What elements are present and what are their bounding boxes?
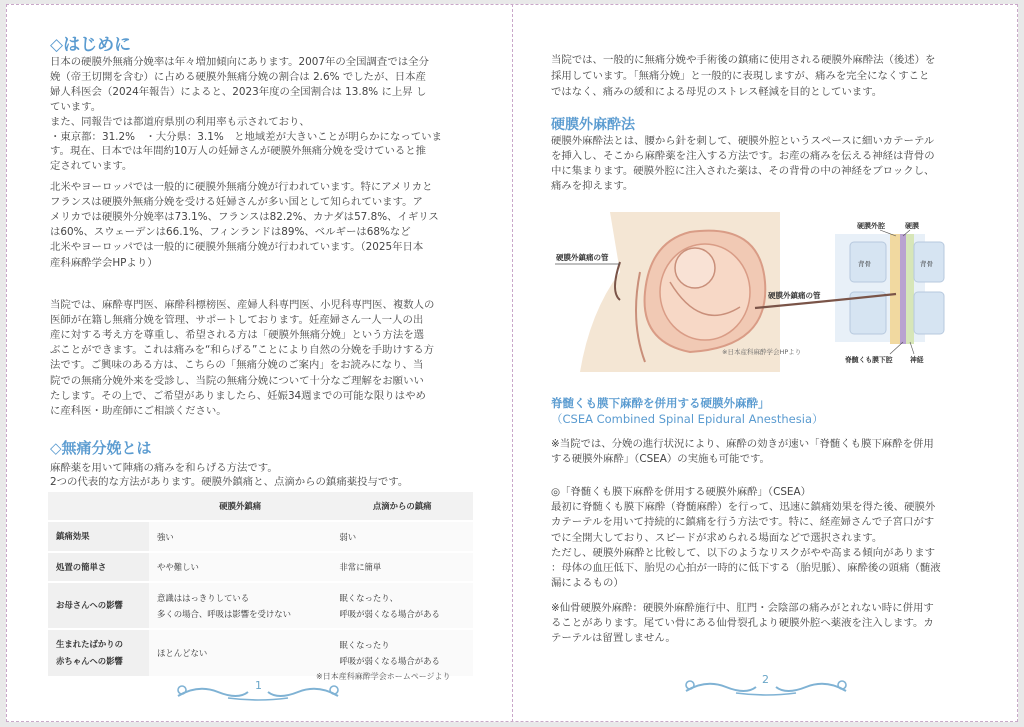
figure-source: ※日本産科麻酔学会HPより bbox=[722, 348, 802, 356]
table-row-label: 鎮痛効果 bbox=[48, 521, 149, 552]
table-cell-iv: 眠くなったり 呼吸が弱くなる場合がある bbox=[331, 629, 473, 677]
text-line: テーテルは留置しません。 bbox=[551, 632, 676, 644]
page-number: 2 bbox=[762, 673, 769, 686]
label-nerve: 神経 bbox=[910, 356, 924, 364]
csea-subheading: （CSEA Combined Spinal Epidural Anesthesia） bbox=[551, 412, 824, 426]
text-line: ています。 bbox=[50, 100, 102, 113]
text-line: ※仙骨硬膜外麻酔：硬膜外麻酔施行中、肛門・会陰部の痛みがとれない時に併用す bbox=[551, 602, 934, 614]
text-line: 痛みを抑えます。 bbox=[551, 180, 634, 192]
table-row bbox=[48, 629, 473, 677]
text-line: ることがあります。尾てい骨にある仙骨裂孔より硬膜外腔へ薬液を注入します。カ bbox=[551, 617, 934, 629]
text-line: 当院では、麻酔専門医、麻酔科標榜医、産婦人科専門医、小児科専門医、複数人の bbox=[50, 299, 435, 311]
table-cell-epidural: やや難しい bbox=[149, 552, 331, 582]
text-line: ただし、硬膜外麻酔と比較して、以下のようなリスクがやや高まる傾向があります bbox=[551, 546, 936, 559]
text-line: 北米やヨーロッパでは一般的に硬膜外無痛分娩が行われています。特にアメリカと bbox=[50, 181, 433, 193]
text-line: は60%、スウェーデンは66.1%、フィンランドは89%、ベルギーは68%など bbox=[50, 226, 411, 239]
label-epidural-space: 硬膜外腔 bbox=[857, 222, 885, 230]
table-cell-iv: 眠くなったり、 呼吸が弱くなる場合がある bbox=[331, 582, 473, 629]
table-row-label: 処置の簡単さ bbox=[48, 552, 149, 582]
table-source-note: ※日本産科麻酔学会ホームページより bbox=[316, 672, 451, 681]
text-line: ・東京都：31.2% ・大分県：3.1% と地域差が大きいことが明らかになっていま bbox=[50, 130, 442, 143]
text-line: ではなく、痛みの緩和による母児のストレス軽減を目的としています。 bbox=[551, 86, 883, 98]
label-subarachnoid: 脊髄くも膜下腔 bbox=[845, 356, 893, 364]
table-row-label: お母さんへの影響 bbox=[48, 582, 149, 629]
table-header-iv: 点滴からの鎮痛 bbox=[331, 492, 473, 521]
text-line: 最初に脊髄くも膜下麻酔（脊髄麻酔）を行って、迅速に鎮痛効果を得た後、硬膜外 bbox=[551, 501, 936, 514]
table-cell-iv: 弱い bbox=[331, 521, 473, 552]
text-line: でに全開大しており、スピードが求められる場面などで選択されます。 bbox=[551, 531, 883, 544]
text-line: 2つの代表的な方法があります。硬膜外鎮痛と、点滴からの鎮痛薬投与です。 bbox=[50, 475, 409, 488]
text-line: 漏によるもの） bbox=[551, 577, 624, 590]
text-line: を挿入し、そこから麻酔薬を注入する方法です。お産の痛みを伝える神経は背骨の bbox=[551, 150, 935, 162]
table-cell-epidural: ほとんどない bbox=[149, 629, 331, 677]
comparison-table bbox=[48, 492, 473, 678]
text-line: 硬膜外麻酔法とは、腰から針を刺して、硬膜外腔というスペースに細いカテーテル bbox=[551, 135, 935, 147]
text-line: ※当院では、分娩の進行状況により、麻酔の効きが速い「脊髄くも膜下麻酔を併用 bbox=[551, 438, 934, 450]
table-row bbox=[48, 521, 473, 552]
label-tube-left: 硬膜外鎮痛の管 bbox=[556, 253, 609, 262]
text-line: 婦人科医会（2024年報告）によると、2023年度の全国割合は 13.8% に上昇 し bbox=[50, 85, 427, 98]
text-line: 採用しています。「無痛分娩」と一般的に表現しますが、痛みを完全になくすこと bbox=[551, 70, 930, 82]
method-heading: ◇無痛分娩とは bbox=[50, 439, 152, 457]
table-row bbox=[48, 552, 473, 582]
table-cell-epidural: 強い bbox=[149, 521, 331, 552]
table-cell-epidural: 意識ははっきりしている 多くの場合、呼吸は影響を受けない bbox=[149, 582, 331, 629]
text-line: また、同報告では都道府県別の利用率も示されており、 bbox=[50, 115, 310, 128]
intro-heading: ◇はじめに bbox=[50, 35, 132, 55]
text-line: カテーテルを用いて持続的に鎮痛を行う方法です。特に、経産婦さんで子宮口がす bbox=[551, 516, 935, 529]
text-line: ぶことができます。これは痛みを“和らげる”ことにより自然の分娩を手助けする方 bbox=[50, 344, 434, 357]
label-tube-right: 硬膜外鎮痛の管 bbox=[768, 291, 821, 300]
text-line: す。現在、日本では年間約10万人の妊婦さんが硬膜外無痛分娩を受けていると推 bbox=[50, 145, 427, 158]
table-header-blank bbox=[48, 492, 149, 521]
text-line: ：母体の血圧低下、胎児の心拍が一時的に低下する（胎児脈）、麻酔後の頭痛（髄液 bbox=[551, 562, 941, 574]
table-cell-iv: 非常に簡単 bbox=[331, 552, 473, 582]
text-line: 日本の硬膜外無痛分娩率は年々増加傾向にあります。2007年の全国調査では全分 bbox=[50, 56, 429, 68]
table-row bbox=[48, 582, 473, 629]
text-line: 娩（帝王切開を含む）に占める硬膜外無痛分娩の割合は 2.6% でしたが、日本産 bbox=[50, 70, 426, 83]
text-line: 麻酔薬を用いて陣痛の痛みを和らげる方法です。 bbox=[50, 462, 278, 474]
text-line: 医師が在籍し無痛分娩を管理、サポートしております。妊産婦さん一人一人の出 bbox=[50, 314, 424, 327]
text-line: に産科医・助産師にご相談ください。 bbox=[50, 404, 227, 417]
text-line: 北米やヨーロッパでは一般的に硬膜外無痛分娩が行われています。（2025年日本 bbox=[50, 241, 424, 254]
label-vertebra-1: 背骨 bbox=[858, 260, 871, 268]
text-line: する硬膜外麻酔」（CSEA）の実施も可能です。 bbox=[551, 453, 770, 465]
text-line: 院での無痛分娩外来を受診し、当院の無痛分娩について十分なご理解をお願いい bbox=[50, 374, 424, 387]
text-line: 産科麻酔学会HPより） bbox=[50, 256, 158, 269]
label-dura: 硬膜 bbox=[905, 222, 919, 230]
text-line: 当院では、一般的に無痛分娩や手術後の鎮痛に使用される硬膜外麻酔法（後述）を bbox=[551, 54, 936, 66]
text-line: 産に対する考え方を尊重し、希望される方は「硬膜外無痛分娩」という方法を選 bbox=[50, 329, 425, 342]
page-divider bbox=[512, 4, 513, 722]
text-line: 定されています。 bbox=[50, 160, 133, 173]
page-number: 1 bbox=[255, 679, 262, 692]
text-line: 中に集まります。硬膜外腔に注入された薬は、その背骨の中の神経をブロックし、 bbox=[551, 165, 935, 177]
epidural-heading: 硬膜外麻酔法 bbox=[551, 117, 635, 133]
table-row-label: 生まれたばかりの 赤ちゃんへの影響 bbox=[48, 629, 149, 677]
text-line: メリカでは硬膜外分娩率は73.1%、フランスは82.2%、カナダは57.8%、イギリス bbox=[50, 211, 439, 224]
text-line: たします。その上で、ご希望がありましたら、妊娠34週までの可能な限りはやめ bbox=[50, 389, 426, 402]
epidural-illustration bbox=[550, 212, 980, 372]
text-line: 法です。ご興味のある方は、こちらの「無痛分娩のご案内」をお読みになり、当 bbox=[50, 359, 424, 372]
label-vertebra-2: 背骨 bbox=[920, 260, 933, 268]
table-header-epidural: 硬膜外鎮痛 bbox=[149, 492, 331, 521]
csea-heading: 脊髄くも膜下麻酔を併用する硬膜外麻酔」 bbox=[551, 396, 770, 410]
text-line: フランスは硬膜外無痛分娩を受ける妊婦さんが多い国として知られています。ア bbox=[50, 196, 423, 209]
text-line: ◎「脊髄くも膜下麻酔を併用する硬膜外麻酔」（CSEA） bbox=[551, 486, 811, 498]
